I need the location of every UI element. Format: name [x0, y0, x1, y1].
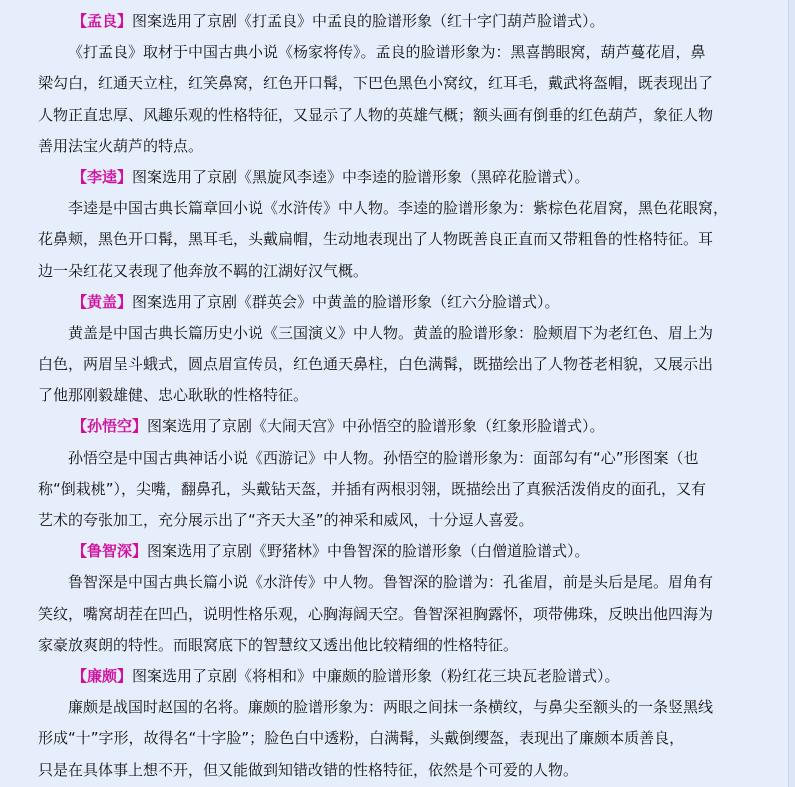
body-text-line: 鲁智深是中国古典长篇小说《水浒传》中人物。鲁智深的脸谱为：孔雀眉，前是头后是尾。眉角有: [68, 573, 714, 592]
body-text-line: 只是在具体事上想不开，但又能做到知错改错的性格特征，依然是个可爱的人物。: [38, 760, 579, 779]
body-text-line: 艺术的夸张加工，充分展示出了“齐天大圣”的神采和威风，十分逗人喜爱。: [38, 511, 534, 529]
character-name-tag: 【黄盖】: [72, 292, 133, 311]
heading-text: 图案选用了京剧《黑旋风李逵》中李逵的脸谱形象（黑碎花脸谱式）。: [132, 167, 590, 186]
character-name-tag: 【鲁智深】: [72, 542, 148, 561]
character-section: [38, 162, 760, 287]
body-text-line: 家豪放爽朗的特性。而眼窝底下的智慧纹又透出他比较精细的性格特征。: [38, 635, 519, 654]
character-name-tag: 【孟良】: [72, 12, 133, 30]
section-heading: [38, 162, 760, 193]
body-text-line: 善用法宝火葫芦的特点。: [38, 136, 204, 155]
heading-text: 图案选用了京剧《野猪林》中鲁智深的脸谱形象（白僧道脸谱式）。: [147, 542, 590, 561]
body-text-line: 孙悟空是中国古典神话小说《西游记》中人物。孙悟空的脸谱形象为：面部勾有“心”形图案（也: [68, 448, 699, 467]
body-text-line: 称“倒栽桃”），尖嘴，翻鼻孔，头戴钻天盔，并插有两根羽翎，既描绘出了真猴活泼俏皮的面孔，又有: [38, 479, 707, 498]
body-text-line: 花鼻颊，黑色开口髯，黑耳毛，头戴扁帽，生动地表现出了人物既善良正直而又带粗鲁的性格特征。耳: [38, 230, 714, 249]
heading-text: 图案选用了京剧《大闹天宫》中孙悟空的脸谱形象（红象形脸谱式）。: [147, 417, 605, 436]
section-heading: [38, 536, 760, 567]
section-heading: [38, 661, 760, 692]
body-text-line: 李逵是中国古典长篇章回小说《水浒传》中人物。李逵的脸谱形象为：紫棕色花眉窝，黑色花眼窝，: [68, 199, 729, 218]
character-name-tag: 【廉颇】: [72, 666, 133, 685]
heading-text: 图案选用了京剧《群英会》中黄盖的脸谱形象（红六分脸谱式）。: [132, 292, 560, 311]
heading-text: 图案选用了京剧《将相和》中廉颇的脸谱形象（粉红花三块瓦老脸谱式）。: [132, 666, 620, 685]
body-text-line: 梁勾白，红通天立柱，红笑鼻窝，红色开口髯，下巴色黑色小窝纹，红耳毛，戴武将盔帽，既表现出了: [38, 74, 714, 93]
section-heading: [38, 411, 760, 442]
body-text-line: 边一朵红花又表现了他奔放不羁的江湖好汉气概。: [38, 261, 369, 280]
body-text-line: 人物正直忠厚、风趣乐观的性格特征，又显示了人物的英雄气概；额头画有倒垂的红色葫芦，象征人物: [38, 105, 714, 124]
character-name-tag: 【李逵】: [72, 167, 133, 186]
document-body: [38, 6, 760, 786]
body-text-line: 黄盖是中国古典长篇历史小说《三国演义》中人物。黄盖的脸谱形象：脸颊眉下为老红色、眉上为: [68, 323, 714, 342]
window-edge: [788, 0, 795, 787]
character-section: [38, 536, 760, 661]
heading-text: 图案选用了京剧《打孟良》中孟良的脸谱形象（红十字门葫芦脸谱式）。: [132, 12, 605, 30]
section-heading: [38, 6, 760, 37]
section-heading: [38, 287, 760, 318]
character-section: [38, 411, 760, 536]
body-text-line: 廉颇是战国时赵国的名将。廉颇的脸谱形象为：两眼之间抹一条横纹，与鼻尖至额头的一条竖黑线: [68, 698, 714, 717]
body-text-line: 笑纹，嘴窝胡茬在凹凸，说明性格乐观，心胸海阔天空。鲁智深袒胸露怀，项带佛珠，反映出他四海为: [38, 604, 714, 623]
character-section: [38, 287, 760, 412]
character-section: [38, 661, 760, 786]
body-text-line: 白色，两眉呈斗蛾式，圆点眉宣传员，红色通天鼻柱，白色满髯，既描绘出了人物苍老相貌，又展示出: [38, 355, 714, 374]
body-text-line: 了他那刚毅雄健、忠心耿耿的性格特征。: [38, 386, 309, 405]
body-text-line: 《打孟良》取材于中国古典小说《杨家将传》。孟良的脸谱形象为：黑喜鹊眼窝，葫芦蔓花眉，鼻: [68, 43, 706, 62]
character-section: [38, 6, 760, 162]
body-text-line: 形成“十”字形，故得名“十字脸”；脸色白中透粉，白满髯，头戴倒缨盔，表现出了廉颇本质善良，: [38, 729, 685, 748]
character-name-tag: 【孙悟空】: [72, 417, 148, 436]
